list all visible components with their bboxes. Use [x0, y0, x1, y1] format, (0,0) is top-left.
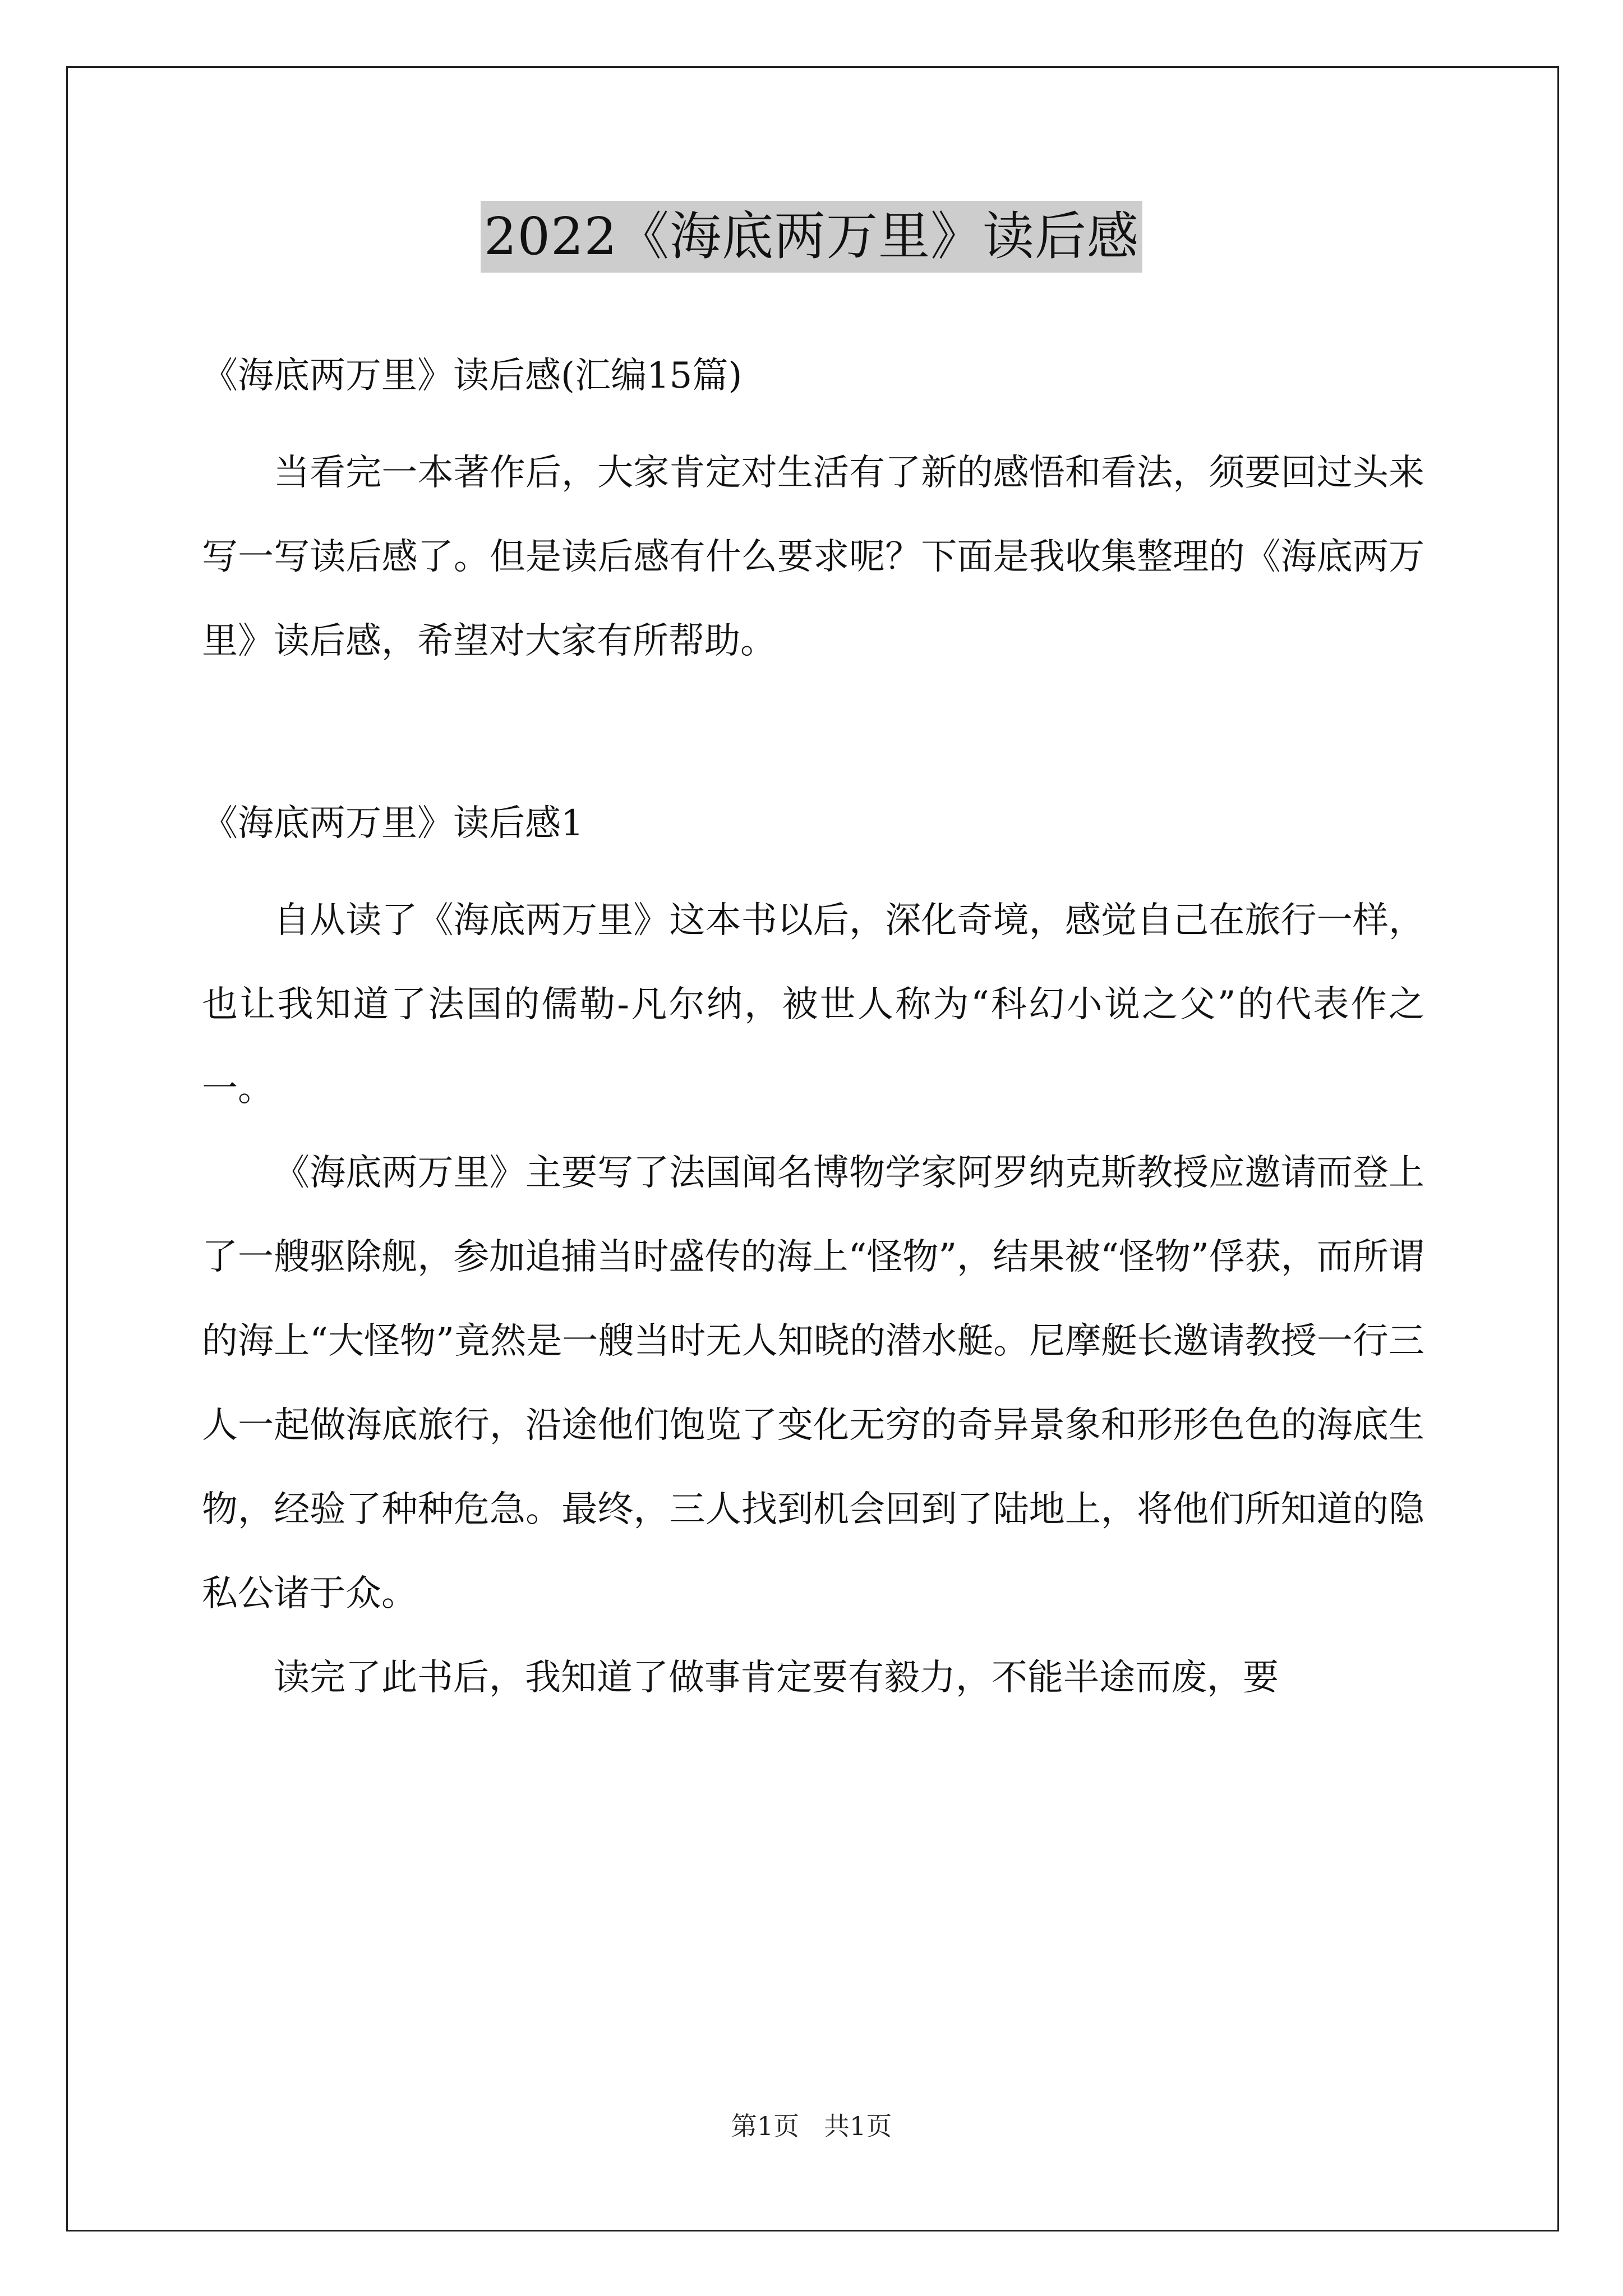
title-container	[0, 201, 1623, 273]
page-number: 第1页	[731, 2111, 799, 2141]
page-footer	[0, 2109, 1623, 2143]
intro-paragraph: 当看完一本著作后，大家肯定对生活有了新的感悟和看法，须要回过头来写一写读后感了。但是读后感有什么要求呢？下面是我收集整理的《海底两万里》读后感，希望对大家有所帮助。	[202, 452, 1424, 662]
document-body	[202, 348, 1424, 1720]
body-paragraph: 读完了此书后，我知道了做事肯定要有毅力，不能半途而废，要	[274, 1657, 1279, 1699]
spacer	[202, 683, 1424, 795]
body-paragraph: 自从读了《海底两万里》这本书以后，深化奇境，感觉自己在旅行一样，也让我知道了法国的儒勒-凡尔纳，被世人称为“科幻小说之父”的代表作之一。	[202, 900, 1424, 1110]
body-paragraph: 《海底两万里》主要写了法国闻名博物学家阿罗纳克斯教授应邀请而登上了一艘驱除舰，参加追捕当时盛传的海上“怪物”，结果被“怪物”俘获，而所谓的海上“大怪物”竟然是一艘当时无人知晓的潜水艇。尼摩艇长邀请教授一行三人一起做海底旅行，沿途他们饱览了变化无穷的奇异景象和形形色色的海底生物，经验了种种危急。最终，三人找到机会回到了陆地上，将他们所知道的隐私公诸于众。	[202, 1152, 1424, 1614]
page-total: 共1页	[824, 2111, 892, 2141]
spacer	[202, 404, 1424, 431]
section-heading: 《海底两万里》读后感1	[202, 803, 584, 844]
spacer	[202, 852, 1424, 878]
document-subtitle: 《海底两万里》读后感(汇编15篇)	[202, 355, 743, 397]
document-title: 2022《海底两万里》读后感	[481, 201, 1142, 273]
